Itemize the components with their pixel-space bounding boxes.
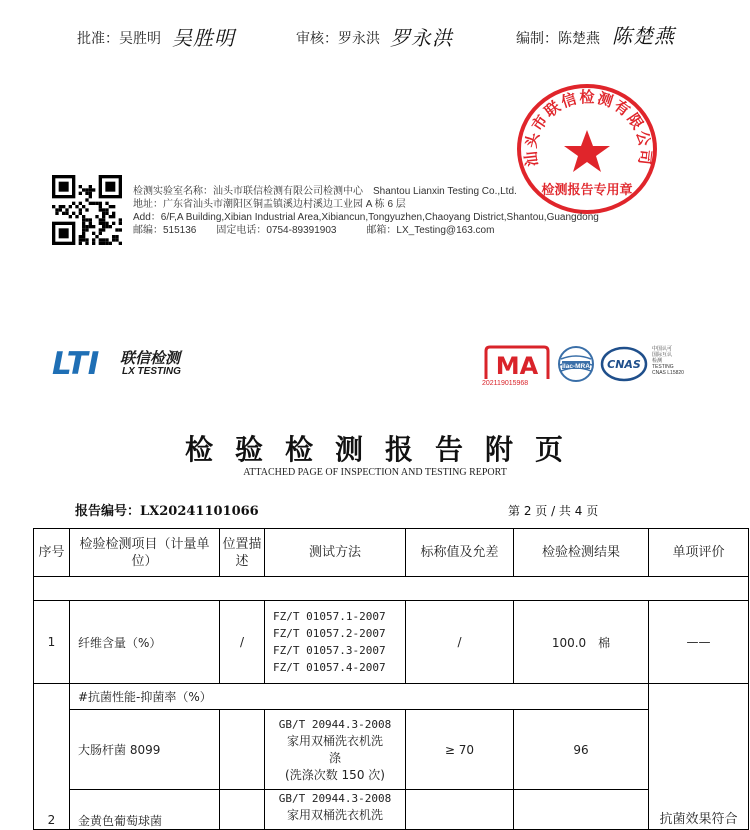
approver-label: 批准：吴胜明 bbox=[77, 31, 161, 47]
cma-number: 202119015968 bbox=[482, 380, 529, 387]
editor-signature: 陈楚燕 bbox=[612, 24, 675, 48]
row2b-method: GB/T 20944.3-2008 家用双桶洗衣机洗 bbox=[265, 790, 406, 830]
row1-nominal: / bbox=[406, 601, 514, 684]
row2a-position bbox=[220, 710, 265, 790]
row1-result: 100.0 棉 bbox=[514, 601, 649, 684]
report-number: 报告编号：LX20241101066 bbox=[75, 504, 259, 519]
logo-name-cn: 联信检测 bbox=[120, 349, 181, 367]
col-nominal: 标称值及允差 bbox=[406, 529, 514, 577]
col-item: 检验检测项目（计量单位） bbox=[70, 529, 220, 577]
lab-address-cn: 地址：广东省汕头市潮阳区铜盂镇溪边村溪边工业园 A 栋 6 层 bbox=[133, 199, 406, 210]
col-evaluation: 单项评价 bbox=[649, 529, 749, 577]
page-indicator: 第 2 页 / 共 4 页 bbox=[508, 504, 599, 518]
row2-group-title: #抗菌性能-抑菌率（%） bbox=[70, 684, 649, 710]
qr-code-icon bbox=[52, 175, 122, 245]
editor-label: 编制：陈楚燕 bbox=[516, 31, 600, 47]
row1-method: FZ/T 01057.1-2007 FZ/T 01057.2-2007 FZ/T 01057.3-2007 FZ/T 01057.4-2007 bbox=[265, 601, 406, 684]
cnas-text: 中国认可 国际互认 检测 TESTING CNAS L15820 bbox=[652, 346, 684, 376]
lab-name-line: 检测实验室名称：汕头市联信检测有限公司检测中心 Shantou Lianxin Testing Co.,Ltd. bbox=[133, 186, 517, 197]
lab-contact-line: 邮编：515136 固定电话：0754-89391903 邮箱：LX_Testing@163.com bbox=[133, 225, 495, 236]
col-seq: 序号 bbox=[34, 529, 70, 577]
row2b-result bbox=[514, 790, 649, 830]
svg-text:MA: MA bbox=[495, 352, 539, 380]
row2a-method: GB/T 20944.3-2008 家用双桶洗衣机洗 涤 (洗涤次数 150 次) bbox=[265, 710, 406, 790]
cnas-icon bbox=[600, 345, 648, 383]
table-row bbox=[34, 790, 749, 830]
logo-name-en: LX TESTING bbox=[122, 366, 181, 377]
row2a-item: 大肠杆菌 8099 bbox=[70, 710, 220, 790]
row2a-nominal: ≥ 70 bbox=[406, 710, 514, 790]
svg-text:CNAS: CNAS bbox=[607, 358, 641, 371]
lab-info bbox=[133, 185, 693, 237]
col-result: 检验检测结果 bbox=[514, 529, 649, 577]
logo-mark: LTI bbox=[52, 346, 100, 379]
table-header-row bbox=[34, 529, 749, 577]
table-spacer-row bbox=[34, 577, 749, 601]
reviewer-label: 审核：罗永洪 bbox=[296, 31, 380, 47]
col-method: 测试方法 bbox=[265, 529, 406, 577]
row1-position: / bbox=[220, 601, 265, 684]
col-position: 位置描述 bbox=[220, 529, 265, 577]
table-row bbox=[34, 601, 749, 684]
row2b-nominal bbox=[406, 790, 514, 830]
page-subtitle: ATTACHED PAGE OF INSPECTION AND TESTING REPORT bbox=[243, 467, 507, 478]
results-table bbox=[33, 528, 749, 830]
table-row bbox=[34, 710, 749, 790]
row1-evaluation: —— bbox=[649, 601, 749, 684]
stamp-star-icon bbox=[564, 130, 610, 172]
row2-seq: 2 bbox=[34, 684, 70, 830]
cma-mark bbox=[482, 345, 552, 390]
approver-signature: 吴胜明 bbox=[172, 26, 235, 50]
reviewer-signature: 罗永洪 bbox=[390, 26, 453, 50]
row2a-result: 96 bbox=[514, 710, 649, 790]
row2b-item: 金黄色葡萄球菌 bbox=[70, 790, 220, 830]
ilac-mra-icon bbox=[556, 345, 596, 383]
row2b-position bbox=[220, 790, 265, 830]
table-row bbox=[34, 684, 749, 710]
svg-text:ilac-MRA: ilac-MRA bbox=[562, 363, 590, 370]
company-logo bbox=[52, 345, 202, 381]
row1-item: 纤维含量（%） bbox=[70, 601, 220, 684]
row2-evaluation: 抗菌效果符合 bbox=[649, 684, 749, 830]
lab-address-en: Add：6/F,A Building,Xibian Industrial Area,Xibiancun,Tongyuzhen,Chaoyang District,Shantou,Guangdong bbox=[133, 212, 599, 223]
row1-seq: 1 bbox=[34, 601, 70, 684]
stamp-arc-text: 汕头市联信检测有限公司 bbox=[521, 88, 655, 168]
page-title: 检验检测报告附页 bbox=[185, 433, 586, 466]
stamp-bottom-text: 检测报告专用章 bbox=[541, 183, 633, 198]
